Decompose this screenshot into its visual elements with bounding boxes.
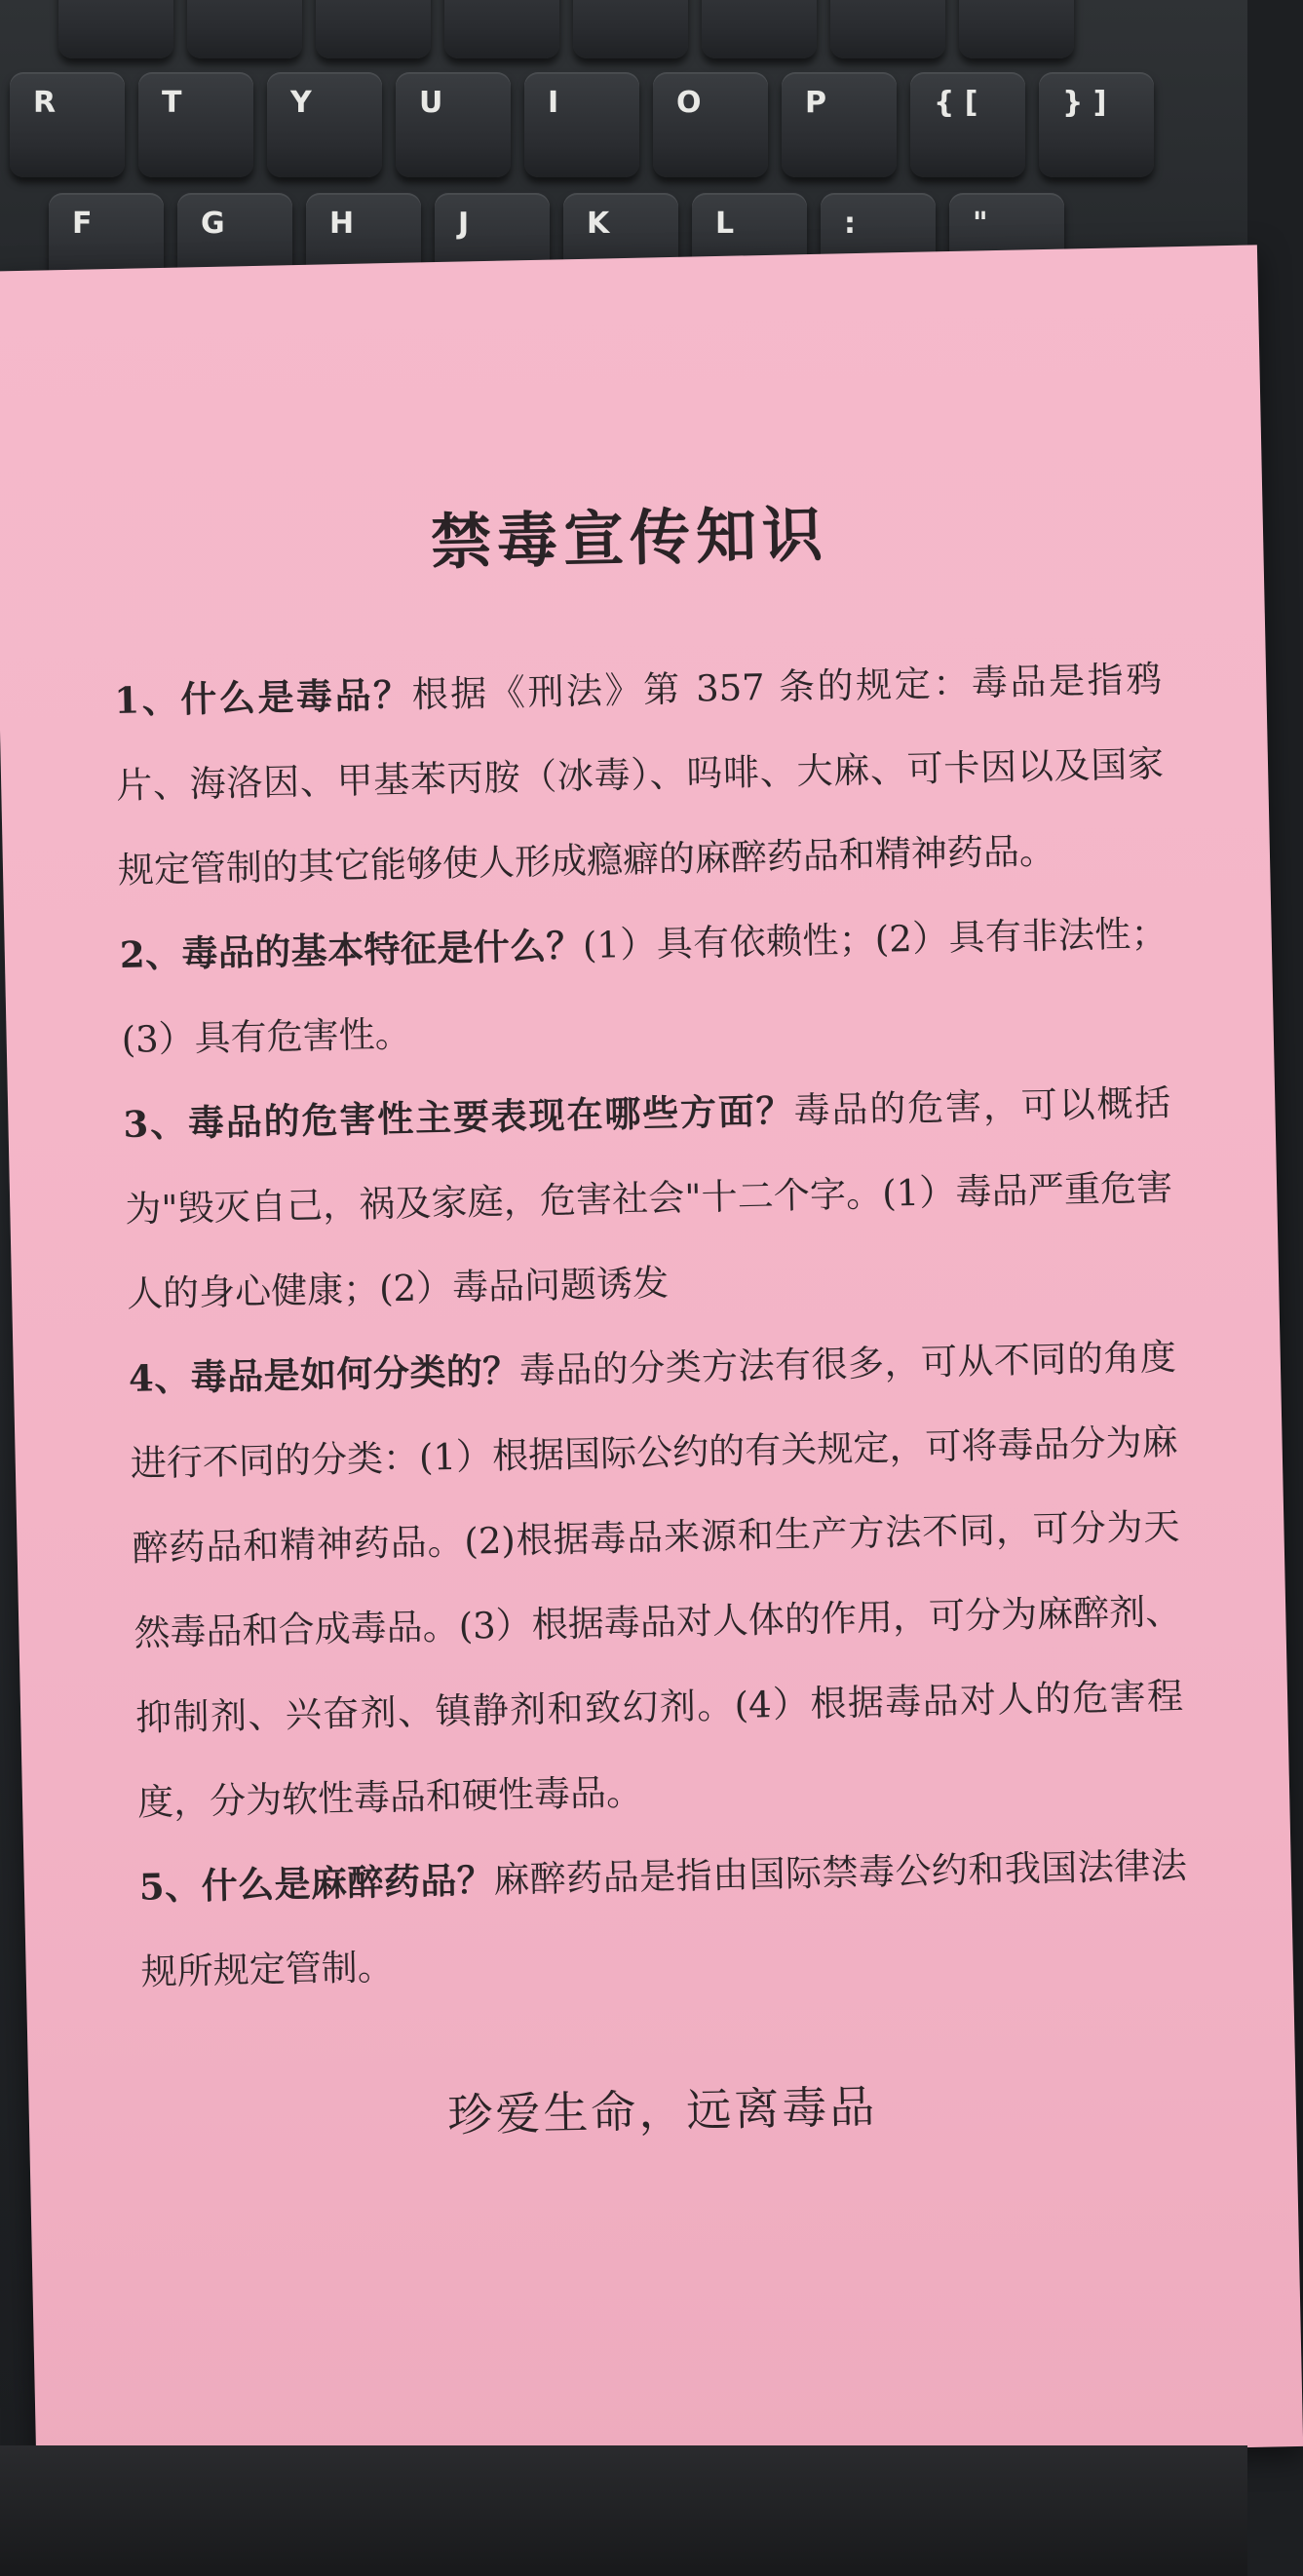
question-3: 3、毒品的危害性主要表现在哪些方面？	[123, 1088, 795, 1146]
paragraph-4	[128, 1314, 1186, 1844]
key	[58, 0, 173, 58]
question-5: 5、什么是麻醉药品？	[138, 1858, 494, 1909]
keyboard-row-numbers	[58, 0, 1074, 58]
key-label	[982, 0, 1007, 1]
key	[267, 72, 382, 177]
key	[396, 72, 511, 177]
key-label	[725, 0, 746, 1]
key	[10, 72, 125, 177]
key	[444, 0, 559, 58]
key-label: R	[33, 86, 57, 120]
key-label	[468, 0, 488, 1]
slogan: 珍爱生命，远离毒品	[446, 2079, 878, 2142]
answer-1: 根据《刑法》第 357 条的规定：毒品是指鸦片、海洛因、甲基苯丙胺（冰毒）、吗啡、大麻、可卡因以及国家规定管制的其它能够使人形成瘾癖的麻醉药品和精神药品。	[115, 658, 1165, 892]
answer-2: (1）具有依赖性；(2）具有非法性；(3）具有危害性。	[121, 912, 1169, 1061]
key-label	[339, 0, 360, 1]
question-4: 4、毒品是如何分类的？	[128, 1348, 520, 1400]
key	[702, 0, 817, 58]
document-body	[113, 637, 1189, 2015]
key	[187, 0, 302, 58]
key	[782, 72, 897, 177]
key-label	[211, 0, 231, 1]
key-label: { [	[934, 86, 978, 120]
key-label: H	[329, 207, 355, 241]
key-label: T	[162, 86, 182, 120]
key	[573, 0, 688, 58]
key-label: "	[973, 207, 988, 241]
question-1: 1、什么是毒品？	[113, 672, 413, 723]
paragraph-1	[113, 637, 1166, 913]
key-label: I	[548, 86, 559, 120]
paragraph-5	[138, 1823, 1189, 2014]
key	[959, 0, 1074, 58]
key-label: L	[715, 207, 735, 241]
key-label	[82, 0, 102, 1]
key	[316, 0, 431, 58]
key-label: } ]	[1062, 86, 1107, 120]
key-label: G	[201, 207, 225, 241]
answer-5: 麻醉药品是指由国际禁毒公约和我国法律法规所规定管制。	[140, 1844, 1188, 1993]
key	[910, 72, 1025, 177]
pink-paper-sheet	[0, 245, 1303, 2473]
answer-3: 毒品的危害，可以概括为"毁灭自己，祸及家庭，危害社会"十二个字。(1）毒品严重危害人的身心健康；(2）毒品问题诱发	[124, 1081, 1173, 1315]
question-2: 2、毒品的基本特征是什么？	[119, 924, 584, 976]
paragraph-2	[119, 890, 1169, 1081]
key-label: :	[844, 207, 856, 241]
key-label	[854, 0, 865, 1]
key-label	[596, 0, 617, 1]
key	[830, 0, 945, 58]
answer-4: 毒品的分类方法有很多，可从不同的角度进行不同的分类：(1）根据国际公约的有关规定，可将毒品分为麻醉药品和精神药品。(2)根据毒品来源和生产方法不同，可分为天然毒品和合成毒品。(3）根据毒品对人体的作用，可分为麻醉剂、抑制剂、兴奋剂、镇静剂和致幻剂。(4）根据毒品对人的危害程度，分为软性毒品和硬性毒品。	[130, 1336, 1184, 1824]
desk-edge	[0, 2445, 1247, 2576]
key-label: O	[676, 86, 702, 120]
key-label: J	[458, 207, 470, 241]
key-label: U	[419, 86, 443, 120]
key-label: Y	[290, 86, 312, 120]
key-label: F	[72, 207, 93, 241]
key-label: P	[805, 86, 826, 120]
document-title: 禁毒宣传知识	[430, 498, 829, 579]
keyboard-row-top-letters	[10, 72, 1154, 177]
key	[1039, 72, 1154, 177]
paragraph-3	[123, 1060, 1175, 1336]
key	[653, 72, 768, 177]
key-label: K	[587, 207, 610, 241]
key	[138, 72, 253, 177]
key	[524, 72, 639, 177]
